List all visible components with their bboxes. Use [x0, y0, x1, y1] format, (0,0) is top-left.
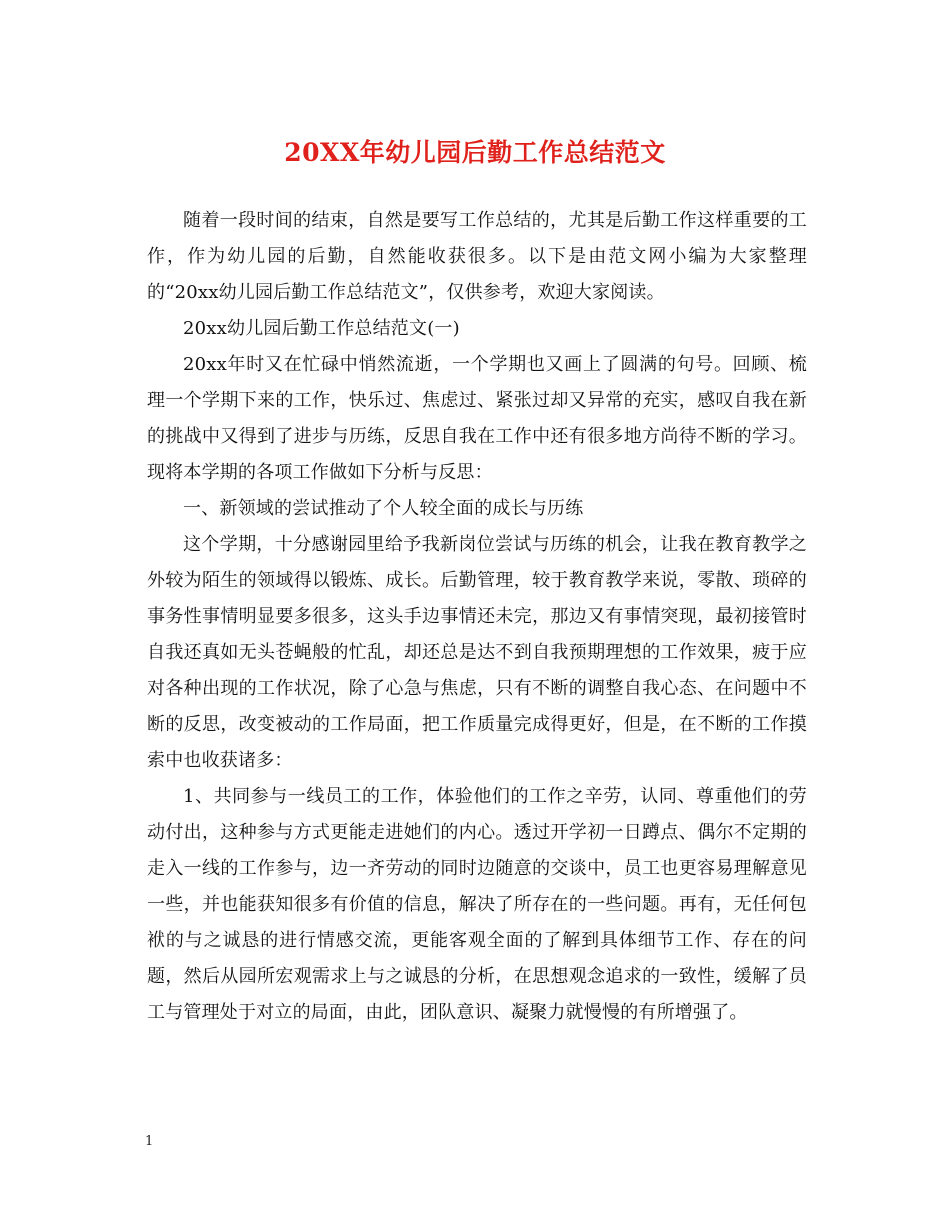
body-paragraph: 这个学期，十分感谢园里给予我新岗位尝试与历练的机会，让我在教育教学之外较为陌生的领域得以锻炼、成长。后勤管理，较于教育教学来说，零散、琐碎的事务性事情明显要多很多，这头手边事情还未完，那边又有事情突现，最初接管时自我还真如无头苍蝇般的忙乱，却还总是达不到自我预期理想的工作效果，疲于应对各种出现的工作状况，除了心急与焦虑，只有不断的调整自我心态、在问题中不断的反思，改变被动的工作局面，把工作质量完成得更好，但是，在不断的工作摸索中也收获诸多：	[147, 534, 807, 771]
page-number: 1	[145, 1134, 154, 1149]
document-body	[147, 203, 807, 1031]
body-paragraph: 1、共同参与一线员工的工作，体验他们的工作之辛劳，认同、尊重他们的劳动付出，这种参与方式更能走进她们的内心。透过开学初一日蹲点、偶尔不定期的走入一线的工作参与，边一齐劳动的同时边随意的交谈中，员工也更容易理解意见一些，并也能获知很多有价值的信息，解决了所存在的一些问题。再有，无任何包袱的与之诚恳的进行情感交流，更能客观全面的了解到具体细节工作、存在的问题，然后从园所宏观需求上与之诚恳的分析，在思想观念追求的一致性，缓解了员工与管理处于对立的局面，由此，团队意识、凝聚力就慢慢的有所增强了。	[147, 786, 807, 1023]
subsection-heading: 一、新领域的尝试推动了个人较全面的成长与历练	[183, 498, 584, 519]
page-title: 20XX年幼儿园后勤工作总结范文	[284, 138, 666, 167]
body-paragraph: 20xx年时又在忙碌中悄然流逝，一个学期也又画上了圆满的句号。回顾、梳理一个学期下来的工作，快乐过、焦虑过、紧张过却又异常的充实，感叹自我在新的挑战中又得到了进步与历练，反思自我在工作中还有很多地方尚待不断的学习。现将本学期的各项工作做如下分析与反思：	[147, 354, 807, 483]
section-heading: 20xx幼儿园后勤工作总结范文(一)	[183, 318, 460, 339]
intro-paragraph: 随着一段时间的结束，自然是要写工作总结的，尤其是后勤工作这样重要的工作，作为幼儿园的后勤，自然能收获很多。以下是由范文网小编为大家整理的“20xx幼儿园后勤工作总结范文”，仅供参考，欢迎大家阅读。	[147, 210, 807, 303]
